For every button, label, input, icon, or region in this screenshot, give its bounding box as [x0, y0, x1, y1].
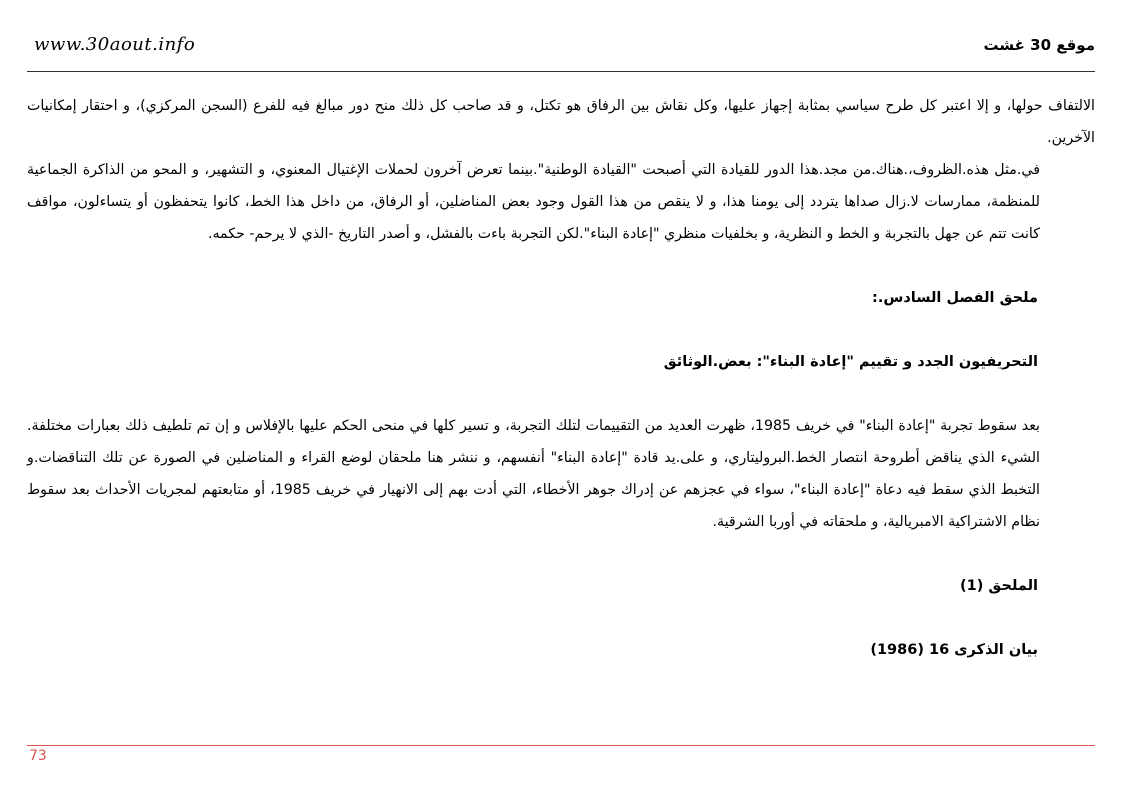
- site-title: موقع 30 غشت: [983, 36, 1095, 54]
- header-divider: [27, 71, 1095, 72]
- page-number: 73: [29, 748, 47, 764]
- section-heading-appendix: ملحق الفصل السادس.:: [872, 290, 1038, 306]
- footer-divider: [27, 745, 1095, 746]
- section-heading-revisionists: التحريفيون الجدد و تقييم "إعادة البناء": بعض.الوثائق: [663, 354, 1038, 370]
- paragraph-3: بعد سقوط تجربة "إعادة البناء" في خريف 1985، ظهرت العديد من التقييمات لتلك التجربة، و تسير كلها في منحى الحكم عليها بالإفلاس و إن تم تلطيف ذلك بعبارات مختلفة. الشيء الذي يناقض أطروحة انتصار الخط.البروليتاري، و على.يد قادة "إعادة البناء" أنفسهم، و ننشر هنا ملحقان لوضع القراء و المناضلين في الصورة عن تلك التناقضات.و التخبط الذي سقط فيه دعاة "إعادة البناء"، سواء في عجزهم عن إدراك جوهر الأخطاء، التي أدت بهم إلى الانهيار في خريف 1985، أو متابعتهم لمجريات الأحداث بعد سقوط نظام الاشتراكية الامبريالية، و ملحقاته في أوربا الشرقية.: [27, 418, 1040, 530]
- paragraph-2: في.مثل هذه.الظروف،.هناك.من مجد.هذا الدور للقيادة التي أصبحت "القيادة الوطنية".بينما تعرض آخرون لحملات الإغتيال المعنوي، و التشهير، و المحو من الذاكرة الجماعية للمنظمة، ممارسات لا.زال صداها يتردد إلى يومنا هذا، و لا ينقص من هذا القول وجود بعض المناضلين، أو الرفاق، من داخل هذا الخط، كانوا يتحفظون أو يتساءلون، مواقف كانت تتم عن جهل بالتجربة و الخط و النظرية، و بخلفيات منظري "إعادة البناء".لكن التجربة باءت بالفشل، و أصدر التاريخ -الذي لا يرحم- حكمه.: [27, 162, 1040, 242]
- spacer: [27, 250, 1095, 282]
- section-heading-statement: بيان الذكرى 16 (1986): [870, 642, 1038, 658]
- spacer: [27, 602, 1095, 634]
- spacer: [27, 378, 1095, 410]
- section-heading-annex-1: الملحق (1): [960, 578, 1038, 594]
- spacer: [27, 314, 1095, 346]
- spacer: [27, 538, 1095, 570]
- site-url: www.30aout.info: [34, 34, 196, 55]
- document-body: [27, 90, 1095, 666]
- paragraph-1: الالتفاف حولها، و إلا اعتبر كل طرح سياسي بمثابة إجهاز عليها، وكل نقاش بين الرفاق هو تكتل، و قد صاحب كل ذلك منح دور مبالغ فيه للفرع (السجن المركزي)، و احتقار إمكانيات الآخرين.: [27, 98, 1095, 146]
